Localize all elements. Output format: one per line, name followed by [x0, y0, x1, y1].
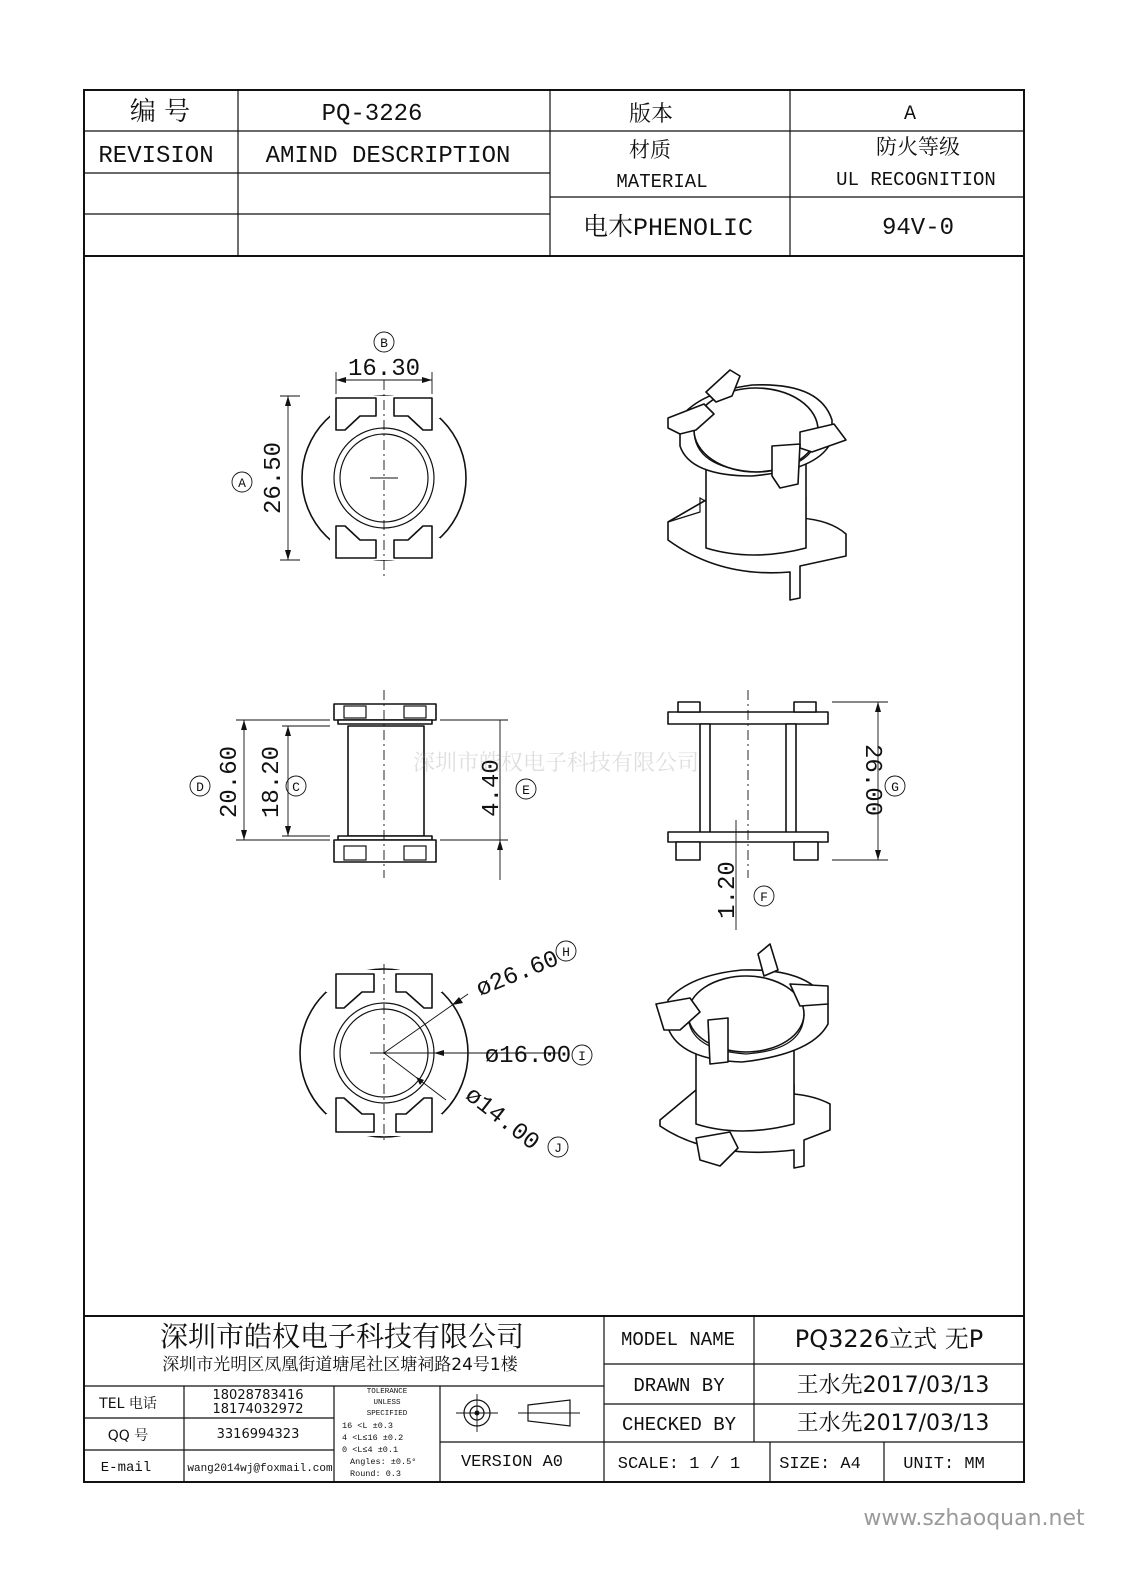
unit-label: UNIT: MM	[903, 1455, 985, 1474]
dimension-e-letter: E	[522, 783, 530, 798]
fire-rating-value: 94V-0	[881, 215, 955, 242]
checked-by-value: 王水先2017/03/13	[796, 1411, 990, 1436]
watermark-center: 深圳市皓权电子科技有限公司	[412, 751, 700, 776]
fire-rating-label-cn: 防火等级	[876, 135, 960, 159]
isometric-view-top	[668, 370, 846, 600]
dimension-a-letter: A	[238, 476, 246, 491]
dimension-j-letter: J	[554, 1141, 562, 1156]
tolerance-line: 16 <L ±0.3	[342, 1421, 394, 1431]
material-value: 电木PHENOLIC	[582, 214, 754, 243]
company-address: 深圳市光明区凤凰街道塘尾社区塘祠路24号1楼	[162, 1355, 518, 1375]
side-view	[668, 690, 905, 930]
dimension-c-letter: C	[292, 780, 300, 795]
material-label-en: MATERIAL	[616, 171, 708, 193]
checked-by-label: CHECKED BY	[621, 1414, 737, 1436]
tolerance-line: Round: 0.3	[350, 1469, 402, 1479]
description-label: AMIND DESCRIPTION	[265, 143, 511, 170]
qq-number: 3316994323	[216, 1427, 300, 1442]
tolerance-line: 0 <L≤4 ±0.1	[342, 1445, 399, 1455]
tolerance-line: TOLERANCE	[366, 1388, 408, 1396]
tel-number-2: 18174032972	[212, 1402, 304, 1417]
dimension-f-letter: F	[760, 890, 768, 905]
drawn-by-label: DRAWN BY	[633, 1375, 725, 1397]
bottom-title-block	[84, 1316, 1024, 1482]
dimension-b-value: 16.30	[347, 356, 421, 383]
fire-rating-label-en: UL RECOGNITION	[836, 169, 996, 191]
version-a0: VERSION A0	[460, 1453, 564, 1472]
isometric-view-bottom	[656, 944, 830, 1168]
tolerance-line: SPECIFIED	[366, 1410, 408, 1418]
bottom-view	[300, 941, 592, 1157]
dimension-a-value: 26.50	[261, 441, 288, 515]
top-title-block	[84, 90, 1024, 256]
dimension-e-value: 4.40	[479, 759, 506, 817]
part-number: PQ-3226	[321, 101, 423, 128]
size-label: SIZE: A4	[779, 1455, 861, 1474]
model-name-value: PQ3226立式 无P	[794, 1325, 984, 1353]
dimension-f-value: 1.20	[715, 861, 742, 919]
top-view	[232, 332, 466, 576]
revision-label: REVISION	[98, 143, 214, 170]
material-label-cn: 材质	[629, 138, 671, 162]
tolerance-line: 4 <L≤16 ±0.2	[342, 1433, 404, 1443]
projection-symbol	[456, 1394, 580, 1432]
number-label: 编 号	[129, 97, 191, 127]
version-label: 版本	[628, 102, 674, 127]
scale-label: SCALE: 1 / 1	[617, 1455, 741, 1474]
dimension-d-letter: D	[196, 780, 204, 795]
tolerance-line: UNLESS	[373, 1399, 401, 1407]
dimension-g-value: 26.00	[858, 743, 885, 817]
tolerance-line: Angles: ±0.5°	[350, 1457, 417, 1467]
model-name-label: MODEL NAME	[620, 1329, 736, 1351]
dimension-d-value: 20.60	[217, 745, 244, 819]
front-view	[190, 690, 536, 880]
drawn-by-value: 王水先2017/03/13	[796, 1373, 990, 1398]
dimension-i-value: ø16.00	[484, 1043, 572, 1070]
dimension-c-value: 18.20	[259, 745, 286, 819]
tolerance-note	[342, 1388, 416, 1479]
dimension-g-letter: G	[891, 780, 899, 795]
tel-number-1: 18028783416	[212, 1388, 304, 1403]
dimension-h-letter: H	[562, 945, 570, 960]
dimension-j-value: ø14.00	[459, 1082, 544, 1157]
version-value: A	[903, 103, 917, 126]
qq-label: QQ 号	[107, 1428, 149, 1444]
dimension-b-letter: B	[380, 336, 388, 351]
tel-label: TEL 电话	[99, 1396, 157, 1412]
footer-watermark: www.szhaoquan.net	[863, 1506, 1085, 1531]
dimension-i-letter: I	[578, 1049, 586, 1064]
email-address: wang2014wj@foxmail.com	[187, 1463, 333, 1475]
email-label: E-mail	[100, 1460, 152, 1476]
company-name: 深圳市皓权电子科技有限公司	[159, 1320, 525, 1353]
dimension-h-value: ø26.60	[472, 946, 564, 1004]
